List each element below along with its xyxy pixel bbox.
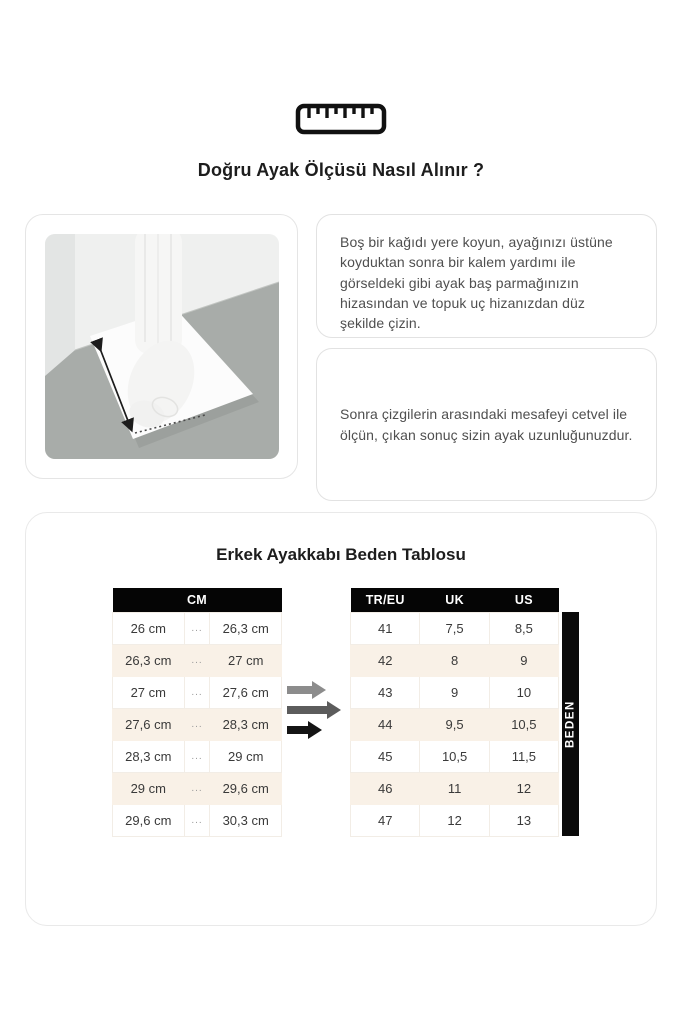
table-cell: 26,3 cm bbox=[210, 612, 282, 644]
instruction-cards bbox=[316, 214, 657, 501]
table-cell: 26,3 cm bbox=[113, 644, 185, 676]
table-cell: 7,5 bbox=[420, 612, 489, 644]
table-row bbox=[351, 772, 559, 804]
table-cell: 28,3 cm bbox=[113, 740, 185, 772]
table-row bbox=[351, 612, 559, 644]
cm-table bbox=[112, 588, 282, 837]
table-cell: 11 bbox=[420, 772, 489, 804]
table-cell: 11,5 bbox=[489, 740, 558, 772]
column-header-uk: UK bbox=[420, 588, 489, 612]
table-cell: 46 bbox=[351, 772, 420, 804]
table-cell: 43 bbox=[351, 676, 420, 708]
table-cell: 27,6 cm bbox=[210, 676, 282, 708]
table-row bbox=[113, 772, 282, 804]
conversion-arrows bbox=[282, 679, 346, 746]
table-cell: 29 cm bbox=[210, 740, 282, 772]
table-cell: 10 bbox=[489, 676, 558, 708]
table-cell: 44 bbox=[351, 708, 420, 740]
beden-side-label: BEDEN bbox=[562, 612, 579, 836]
table-cell: 29 cm bbox=[113, 772, 185, 804]
table-row bbox=[113, 740, 282, 772]
instructions-section bbox=[0, 214, 682, 501]
table-cell: 8 bbox=[420, 644, 489, 676]
table-cell: 30,3 cm bbox=[210, 804, 282, 836]
foot-on-paper-photo bbox=[45, 234, 279, 459]
table-cell: 9,5 bbox=[420, 708, 489, 740]
size-table-section bbox=[25, 512, 657, 926]
table-cell: 9 bbox=[489, 644, 558, 676]
table-cell: ... bbox=[184, 804, 210, 836]
table-cell: 13 bbox=[489, 804, 558, 836]
table-row bbox=[351, 708, 559, 740]
table-row bbox=[351, 644, 559, 676]
table-row bbox=[113, 804, 282, 836]
cm-table-header: CM bbox=[113, 588, 282, 612]
table-cell: 41 bbox=[351, 612, 420, 644]
table-cell: 42 bbox=[351, 644, 420, 676]
instruction-step-2 bbox=[316, 348, 657, 501]
table-cell: ... bbox=[184, 676, 210, 708]
table-cell: 9 bbox=[420, 676, 489, 708]
instruction-step-2-text: Sonra çizgilerin arasındaki mesafeyi cetvel ile ölçün, çıkan sonuç sizin ayak uzunluğunuzdur. bbox=[340, 406, 633, 443]
table-cell: 45 bbox=[351, 740, 420, 772]
table-cell: 27 cm bbox=[113, 676, 185, 708]
instruction-step-1 bbox=[316, 214, 657, 338]
table-cell: ... bbox=[184, 772, 210, 804]
table-cell: 47 bbox=[351, 804, 420, 836]
table-cell: ... bbox=[184, 740, 210, 772]
table-row bbox=[351, 804, 559, 836]
table-row bbox=[113, 644, 282, 676]
table-row bbox=[113, 708, 282, 740]
arrow-right-icon bbox=[285, 679, 343, 746]
table-row bbox=[113, 612, 282, 644]
column-header-us: US bbox=[489, 588, 558, 612]
table-row bbox=[113, 676, 282, 708]
table-cell: 29,6 cm bbox=[113, 804, 185, 836]
table-cell: 29,6 cm bbox=[210, 772, 282, 804]
table-cell: 28,3 cm bbox=[210, 708, 282, 740]
table-cell: 8,5 bbox=[489, 612, 558, 644]
column-header-tr-eu: TR/EU bbox=[351, 588, 420, 612]
table-row bbox=[351, 740, 559, 772]
foot-measurement-photo-card bbox=[25, 214, 298, 479]
page-title: Doğru Ayak Ölçüsü Nasıl Alınır ? bbox=[197, 160, 485, 180]
international-size-table bbox=[350, 588, 559, 837]
table-cell: 27,6 cm bbox=[113, 708, 185, 740]
table-cell: ... bbox=[184, 708, 210, 740]
size-section-title: Erkek Ayakkabı Beden Tablosu bbox=[216, 545, 466, 564]
table-cell: 10,5 bbox=[489, 708, 558, 740]
table-cell: 10,5 bbox=[420, 740, 489, 772]
table-cell: 26 cm bbox=[113, 612, 185, 644]
table-cell: 12 bbox=[489, 772, 558, 804]
ruler-icon bbox=[295, 103, 387, 135]
table-cell: ... bbox=[184, 644, 210, 676]
table-row bbox=[351, 676, 559, 708]
table-cell: 12 bbox=[420, 804, 489, 836]
table-cell: ... bbox=[184, 612, 210, 644]
instruction-step-1-text: Boş bir kağıdı yere koyun, ayağınızı üstüne koyduktan sonra bir kalem yardımı ile görseldeki gibi ayak baş parmağınızın hizasından ve topuk uç hizanızdan düz şekilde çizin. bbox=[340, 234, 613, 332]
table-cell: 27 cm bbox=[210, 644, 282, 676]
